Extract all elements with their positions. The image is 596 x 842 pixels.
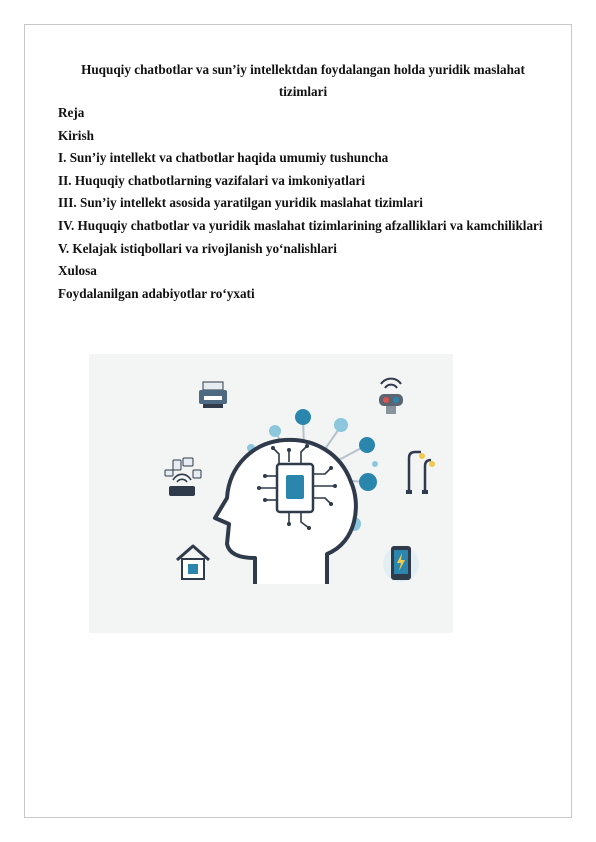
toc-heading: Reja: [58, 105, 85, 120]
smartphone-icon: [383, 546, 419, 582]
ai-illustration: [89, 354, 453, 633]
toc-item-1: I. Sun’iy intellekt va chatbotlar haqida umumiy tushuncha: [58, 150, 389, 166]
table-of-contents: [58, 102, 548, 305]
printer-icon: [199, 382, 227, 408]
toc-item-references: Foydalanilgan adabiyotlar ro‘yxati: [58, 285, 255, 301]
toc-item-3: III. Sun’iy intellekt asosida yaratilgan yuridik maslahat tizimlari: [58, 195, 423, 211]
toc-item-2: II. Huquqiy chatbotlarning vazifalari va imkoniyatlari: [58, 172, 366, 188]
document-title: Huquqiy chatbotlar va sun’iy intellektdan foydalangan holda yuridik maslahat tizimlari: [81, 62, 525, 99]
toc-item-5: V. Kelajak istiqbollari va rivojlanish yo‘nalishlari: [58, 240, 337, 256]
toc-item-4: IV. Huquqiy chatbotlar va yuridik maslahat tizimlarining afzalliklari va kamchiliklari: [58, 217, 543, 233]
toc-item-intro: Kirish: [58, 127, 94, 143]
toc-item-conclusion: Xulosa: [58, 263, 97, 279]
